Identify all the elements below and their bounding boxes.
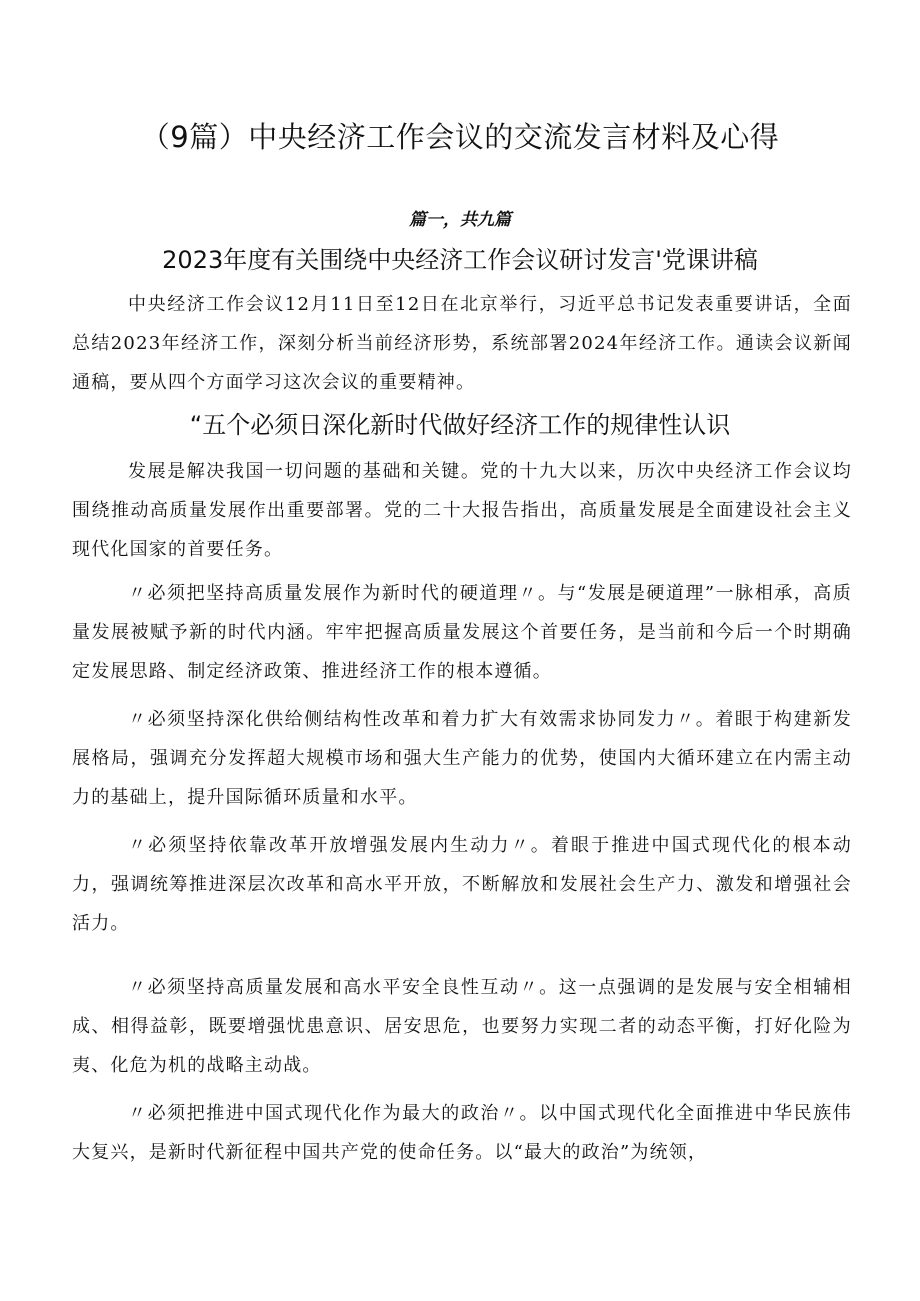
body-paragraph: 〃必须坚持依靠改革开放增强发展内生动力〃。着眼于推进中国式现代化的根本动力，强调统筹推进深层次改革和高水平开放，不断解放和发展社会生产力、激发和增强社会活力。 <box>72 835 852 934</box>
part-label: 篇一，共九篇 <box>409 210 511 230</box>
article-title: 2023年度有关围绕中央经济工作会议研讨发言'党课讲稿 <box>162 246 758 274</box>
body-paragraph: 〃必须坚持深化供给侧结构性改革和着力扩大有效需求协同发力〃。着眼于构建新发展格局，强调充分发挥超大规模市场和强大生产能力的优势，使国内大循环建立在内需主动力的基础上，提升国际循环质量和水平。 <box>72 709 852 808</box>
section-heading: “五个必须日深化新时代做好经济工作的规律性认识 <box>189 411 731 439</box>
intro-paragraph: 中央经济工作会议12月11日至12日在北京举行，习近平总书记发表重要讲话，全面总结2023年经济工作，深刻分析当前经济形势，系统部署2024年经济工作。通读会议新闻通稿，要从四个方面学习这次会议的重要精神。 <box>72 294 852 393</box>
body-paragraph: 发展是解决我国一切问题的基础和关键。党的十九大以来，历次中央经济工作会议均围绕推动高质量发展作出重要部署。党的二十大报告指出，高质量发展是全面建设社会主义现代化国家的首要任务。 <box>72 461 852 560</box>
body-paragraph: 〃必须把推进中国式现代化作为最大的政治〃。以中国式现代化全面推进中华民族伟大复兴，是新时代新征程中国共产党的使命任务。以“最大的政治”为统领， <box>72 1103 852 1163</box>
document-title: （9篇）中央经济工作会议的交流发言材料及心得 <box>140 120 780 154</box>
body-paragraph: 〃必须坚持高质量发展和高水平安全良性互动〃。这一点强调的是发展与安全相辅相成、相得益彰，既要增强忧患意识、居安思危，也要努力实现二者的动态平衡，打好化险为夷、化危为机的战略主动战。 <box>72 977 852 1076</box>
body-paragraph: 〃必须把坚持高质量发展作为新时代的硬道理〃。与“发展是硬道理”一脉相承，高质量发展被赋予新的时代内涵。牢牢把握高质量发展这个首要任务，是当前和今后一个时期确定发展思路、制定经济政策、推进经济工作的根本遵循。 <box>72 583 852 682</box>
